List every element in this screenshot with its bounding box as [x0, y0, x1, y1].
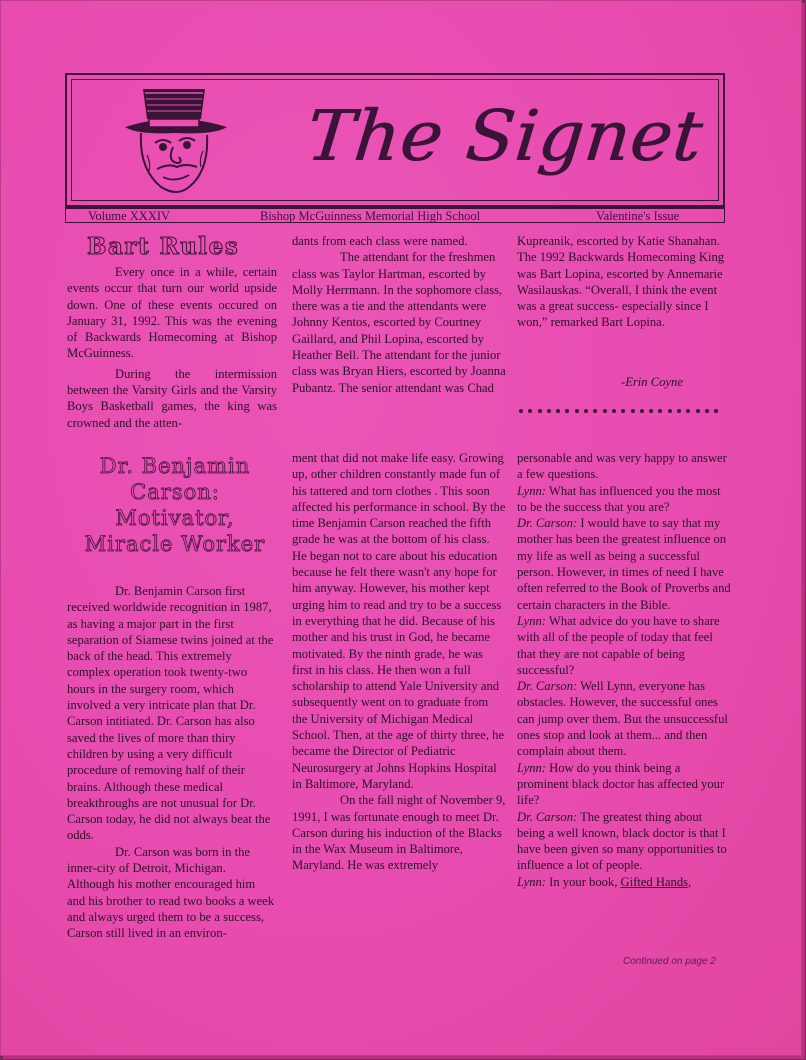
- article1-column1: [67, 264, 277, 431]
- interview-speaker: Lynn:: [517, 760, 547, 775]
- interview-speaker: Dr. Carson:: [517, 679, 578, 694]
- interview-text: How do you think being a prominent black doctor has affected your life?: [517, 760, 725, 808]
- article2-column1: [67, 583, 275, 942]
- article1-byline: -Erin Coyne: [621, 375, 683, 389]
- issue-label: Valentine's Issue: [596, 209, 680, 223]
- interview-text: What advice do you have to share with all of the people of today that feel that they are not capable of being successful?: [517, 613, 720, 677]
- article1-paragraph: Every once in a while, certain events occur that turn our world upside down. One of these events occured on January 31, 1992. This was the evening of Backwards Homecoming at Bishop McGuinness.: [67, 265, 277, 361]
- article2-paragraph: On the fall night of November 9, 1991, I was fortunate enough to meet Dr. Carson during his induction of the Blacks in the Wax Museum in Baltimore, Maryland. He was extremely: [292, 793, 506, 873]
- article2-paragraph: Dr. Carson was born in the inner-city of Detroit, Michigan. Although his mother encouraged him and his brother to read two books a week and always urged them to be a success, Carson still lived in an environ-: [67, 844, 275, 941]
- article1-paragraph: Kupreanik, escorted by Katie Shanahan. The 1992 Backwards Homecoming King was Bart Lopina, escorted by Annemarie Wasilauskas. “Overall, I think the event was a great success- especially since I won,” remarked Bart Lopina.: [517, 234, 725, 330]
- interview-line: [517, 483, 731, 516]
- article1-column2: [292, 233, 506, 396]
- newsletter-title: The Signet: [302, 95, 707, 177]
- school-name: Bishop McGuinness Memorial High School: [260, 209, 481, 223]
- article-headline-bart-rules: Bart Rules: [87, 233, 240, 260]
- interview-line: [517, 809, 731, 874]
- article2-paragraph: ment that did not make life easy. Growing up, other children constantly made fun of his tattered and torn clothes . This soon affected his performance in school. By the time Benjamin Carson reached the fifth grade he was at the bottom of his class. He began not to care about his education because he felt there wasn't any hope for him anyway. However, his mother kept urging him to read and try to be a success in everything that he did. Because of his mother and his trust in God, he became motivated. By the ninth grade, he was first in his class. He then won a full scholarship to attend Yale University and subsequently went on to graduate from the University of Michigan Medical School. Then, at the age of thirty three, he became the Director of Pediatric Neurosurgery at Johns Hopkins Hospital in Baltimore, Maryland.: [292, 451, 506, 791]
- article1-column3: [517, 233, 731, 331]
- interview-text: I would have to say that my mother has been the greatest influence on my life as well as being a successful person. However, in times of need I have often referred to the Book of Proverbs and certain characters in the Bible.: [517, 516, 731, 612]
- masthead-info-bar: [65, 207, 725, 223]
- cartoon-face-logo-icon: [119, 83, 231, 197]
- book-title: Gifted Hands,: [620, 874, 692, 889]
- interview-speaker: Lynn:: [517, 483, 547, 498]
- interview-line: [517, 760, 731, 809]
- interview-line: [517, 515, 731, 613]
- article-headline-carson: Dr. Benjamin Carson: Motivator, Miracle Worker: [84, 454, 266, 556]
- masthead: [65, 73, 725, 207]
- interview-speaker: Lynn:: [517, 613, 547, 628]
- interview-line: [517, 613, 731, 678]
- interview-speaker: Lynn:: [517, 874, 547, 889]
- interview-text: The greatest thing about being a well known, black doctor is that I have been given so many opportunities to influence a lot of people.: [517, 809, 727, 873]
- article2-paragraph: Dr. Benjamin Carson first received worldwide recognition in 1987, as having a major part in the first separation of Siamese twins joined at the back of the head. This extremely complex operation took twenty-two hours in the surgery room, which involved a very intricate plan that Dr. Carson intitiated. Dr. Carson has also saved the lives of more than thiry children by using a very difficult procedure of removing half of their brains. Although these medical breakthroughs are not unusual for Dr. Carson today, he did not always beat the odds.: [67, 584, 274, 843]
- article1-paragraph: During the intermission between the Varsity Girls and the Varsity Boys Basketball games, the king was crowned and the atten-: [67, 366, 277, 430]
- article2-column3: [517, 450, 731, 890]
- section-divider-dots: [519, 400, 729, 412]
- interview-speaker: Dr. Carson:: [517, 516, 578, 531]
- article2-paragraph: personable and was very happy to answer a few questions.: [517, 451, 727, 482]
- interview-text: Well Lynn, everyone has obstacles. However, the successful ones can jump over them. But the unsuccessful ones stop and look at them... and then complain about them.: [517, 679, 728, 759]
- interview-speaker: Dr. Carson:: [517, 809, 578, 824]
- article1-paragraph: dants from each class were named.: [292, 234, 468, 248]
- interview-line: [517, 678, 731, 759]
- continued-note: Continued on page 2: [623, 956, 716, 967]
- interview-text: In your book,: [546, 874, 621, 889]
- article2-column2: [292, 450, 506, 874]
- interview-text: What has influenced you the most to be the success that you are?: [517, 483, 721, 514]
- interview-line: [517, 874, 731, 890]
- volume-label: Volume XXXIV: [88, 209, 171, 223]
- article1-paragraph: The attendant for the freshmen class was Taylor Hartman, escorted by Molly Herrmann. In the sophomore class, there was a tie and the attendants were Johnny Kentos, escorted by Courtney Gaillard, and Phil Lopina, escorted by Heather Bell. The attendant for the junior class was Bryan Hiers, escorted by Joanna Pubantz. The senior attendant was Chad: [292, 250, 506, 395]
